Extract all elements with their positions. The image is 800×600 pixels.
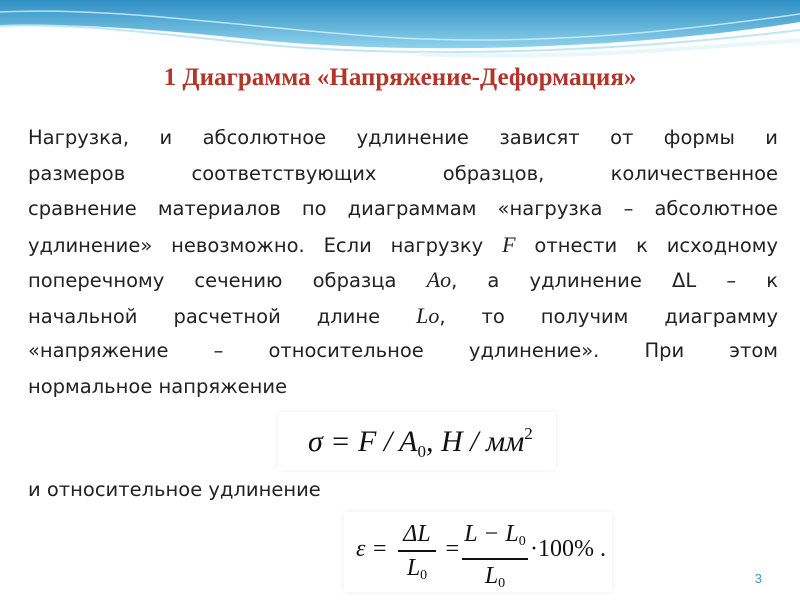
- strain-fraction-1-denominator: $L_0$: [406, 554, 428, 583]
- fraction-bar: [398, 550, 436, 552]
- paragraph-line-3: сравнение материалов по диаграммам «нагрузка – абсолютное: [28, 197, 778, 220]
- strain-epsilon: ε =: [356, 536, 388, 562]
- stress-formula-units: , H / мм: [425, 425, 525, 458]
- variable-F: F: [502, 231, 516, 257]
- stress-formula-sup: 2: [524, 424, 533, 443]
- variable-A0: Ao: [426, 267, 452, 292]
- body-paragraph: [28, 120, 778, 404]
- strain-fraction-2-numerator: $L - L_0$: [464, 521, 526, 549]
- stress-formula-sub: 0: [417, 442, 426, 461]
- strain-fraction-1-numerator: ΔL: [403, 521, 431, 547]
- strain-equals: =: [444, 536, 461, 562]
- stress-formula-lhs: σ = F / A: [308, 425, 418, 458]
- paragraph-line-2: размеров соответствующих образцов, количественное: [28, 161, 778, 185]
- fraction-bar: [462, 558, 528, 560]
- strain-formula: [344, 512, 612, 592]
- stress-formula: [278, 412, 556, 470]
- paragraph-line-8: нормальное напряжение: [28, 374, 288, 398]
- strain-fraction-2-denominator: $L_0$: [484, 562, 506, 591]
- variable-L0: Lo: [416, 302, 440, 328]
- header-wave-decoration: [0, 0, 800, 70]
- paragraph-line-1: Нагрузка, и абсолютное удлинение зависят от формы и: [28, 126, 778, 149]
- page-number: 3: [754, 571, 762, 586]
- strain-fraction-2: [462, 520, 528, 598]
- strain-intro-text: и относительное удлинение: [28, 478, 321, 501]
- paragraph-line-6: начальной расчетной длине Lo, то получим диаграмму: [28, 302, 778, 328]
- paragraph-line-7: «напряжение – относительное удлинение». При этом: [28, 339, 778, 362]
- paragraph-line-4: удлинение» невозможно. Если нагрузку F отнести к исходному: [28, 231, 778, 257]
- strain-percent-tail: ·100% .: [530, 536, 606, 562]
- strain-fraction-1: [398, 520, 436, 590]
- paragraph-line-5: поперечному сечению образца Ao, а удлинение ΔL – к: [28, 267, 779, 292]
- slide-title: 1 Диаграмма «Напряжение-Деформация»: [163, 64, 637, 91]
